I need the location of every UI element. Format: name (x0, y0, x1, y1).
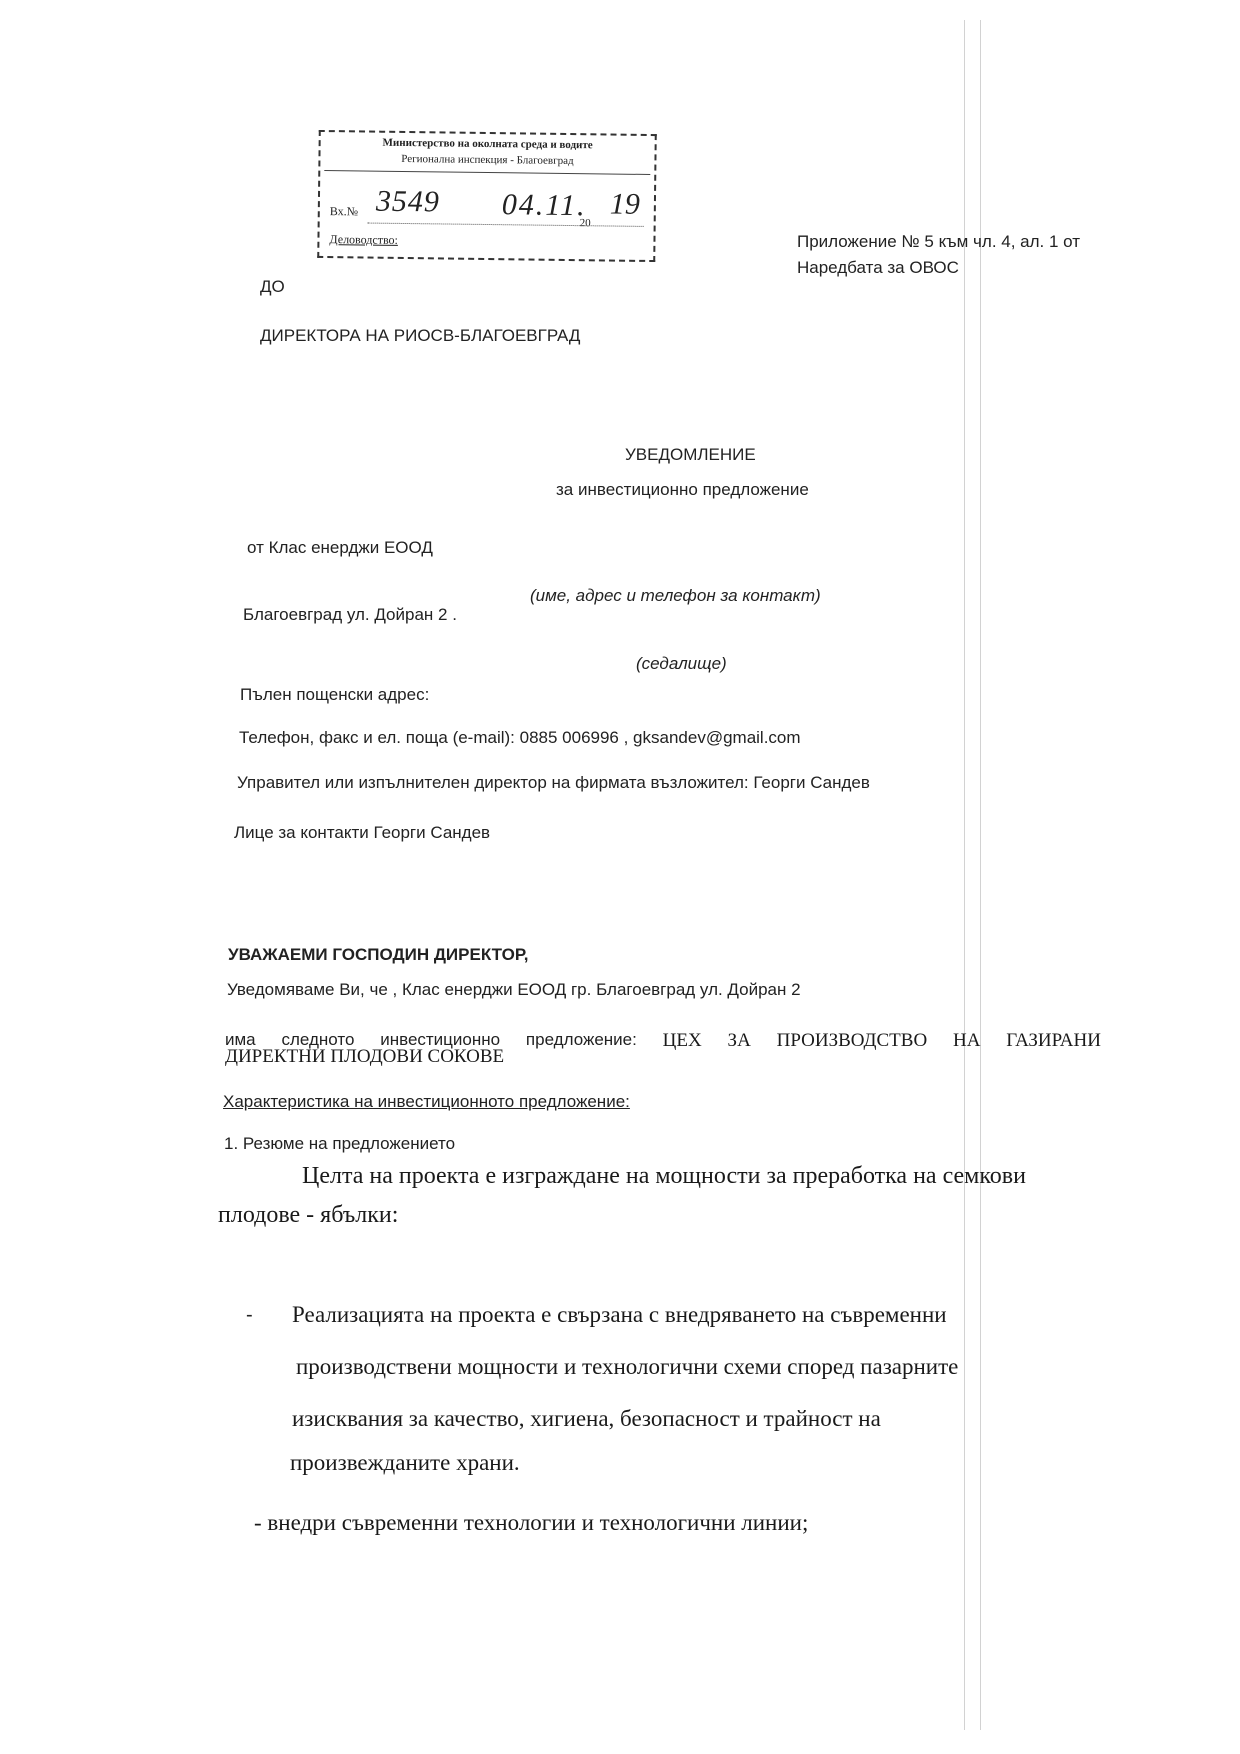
applicant-from: от Клас енерджи ЕООД (247, 538, 433, 557)
proposal-line2: ДИРЕКТНИ ПЛОДОВИ СОКОВЕ (225, 1046, 505, 1067)
proposal-word: ЗА (727, 1030, 751, 1051)
summary-heading: 1. Резюме на предложението (224, 1134, 456, 1153)
manager-line: Управител или изпълнителен директор на фирмата възложител: Георги Сандев (237, 773, 870, 792)
proposal-word: ЦЕХ (662, 1030, 702, 1051)
scan-artifact-line (980, 20, 981, 1730)
registration-stamp (317, 130, 657, 262)
annex-reference-line2: Наредбата за ОВОС (797, 258, 959, 277)
bullet1-line4: произвежданите храни. (290, 1450, 520, 1475)
goal-line1: Целта на проекта е изграждане на мощности за преработка на семкови (302, 1163, 1026, 1189)
notification-line: Уведомяваме Ви, че , Клас енерджи ЕООД гр. Благоевград ул. Дойран 2 (227, 980, 801, 999)
stamp-ministry: Министерство на околната среда и водите (382, 136, 593, 152)
applicant-seat: Благоевград ул. Дойран 2 . (243, 605, 457, 624)
proposal-word: има (225, 1030, 256, 1049)
bullet1-line2: производствени мощности и технологични схеми според пазарните (296, 1354, 959, 1379)
applicant-seat-hint: (седалище) (636, 654, 727, 673)
proposal-word: ПРОИЗВОДСТВО (776, 1030, 928, 1051)
applicant-from-hint: (име, адрес и телефон за контакт) (530, 586, 821, 605)
proposal-word: ГАЗИРАНИ (1006, 1030, 1101, 1051)
proposal-word: предложение: (525, 1030, 637, 1049)
proposal-word: НА (952, 1030, 981, 1051)
stamp-incoming-number: 3549 (375, 184, 441, 219)
annex-reference-line1: Приложение № 5 към чл. 4, ал. 1 от (797, 232, 1081, 251)
contact-person-line: Лице за контакти Георги Сандев (234, 823, 491, 842)
characteristics-heading: Характеристика на инвестиционното предложение: (223, 1092, 630, 1111)
document-title: УВЕДОМЛЕНИЕ (625, 445, 756, 464)
proposal-word: следното (281, 1030, 355, 1049)
stamp-entry-line (368, 223, 644, 227)
stamp-year-prefix: 20 (579, 217, 591, 230)
salutation: УВАЖАЕМИ ГОСПОДИН ДИРЕКТОР, (228, 945, 529, 964)
to-label: ДО (260, 277, 285, 296)
stamp-year: 19 (609, 187, 641, 221)
stamp-incoming-date: 04.11. (501, 188, 587, 223)
stamp-office-label: Деловодство: (329, 232, 399, 247)
addressee: ДИРЕКТОРА НА РИОСВ-БЛАГОЕВГРАД (260, 326, 581, 345)
bullet1-line3: изисквания за качество, хигиена, безопасност и трайност на (292, 1406, 881, 1431)
bullet1-line1: Реализацията на проекта е свързана с внедряването на съвременни (292, 1302, 947, 1327)
stamp-divider (324, 170, 650, 175)
goal-line2: плодове - ябълки: (218, 1202, 399, 1228)
stamp-inspection: Регионална инспекция - Благоевград (401, 152, 574, 168)
bullet-dash: - (246, 1304, 253, 1326)
postal-address-label: Пълен пощенски адрес: (240, 685, 430, 704)
scan-artifact-line (964, 20, 965, 1730)
proposal-word: инвестиционно (380, 1030, 501, 1049)
stamp-incoming-label: Вх.№ (329, 204, 359, 219)
bullet2-line: - внедри съвременни технологии и технологични линии; (254, 1510, 809, 1535)
contact-phone-email: Телефон, факс и ел. поща (e-mail): 0885 006996 , gksandev@gmail.com (239, 728, 801, 747)
document-subtitle: за инвестиционно предложение (556, 480, 809, 499)
